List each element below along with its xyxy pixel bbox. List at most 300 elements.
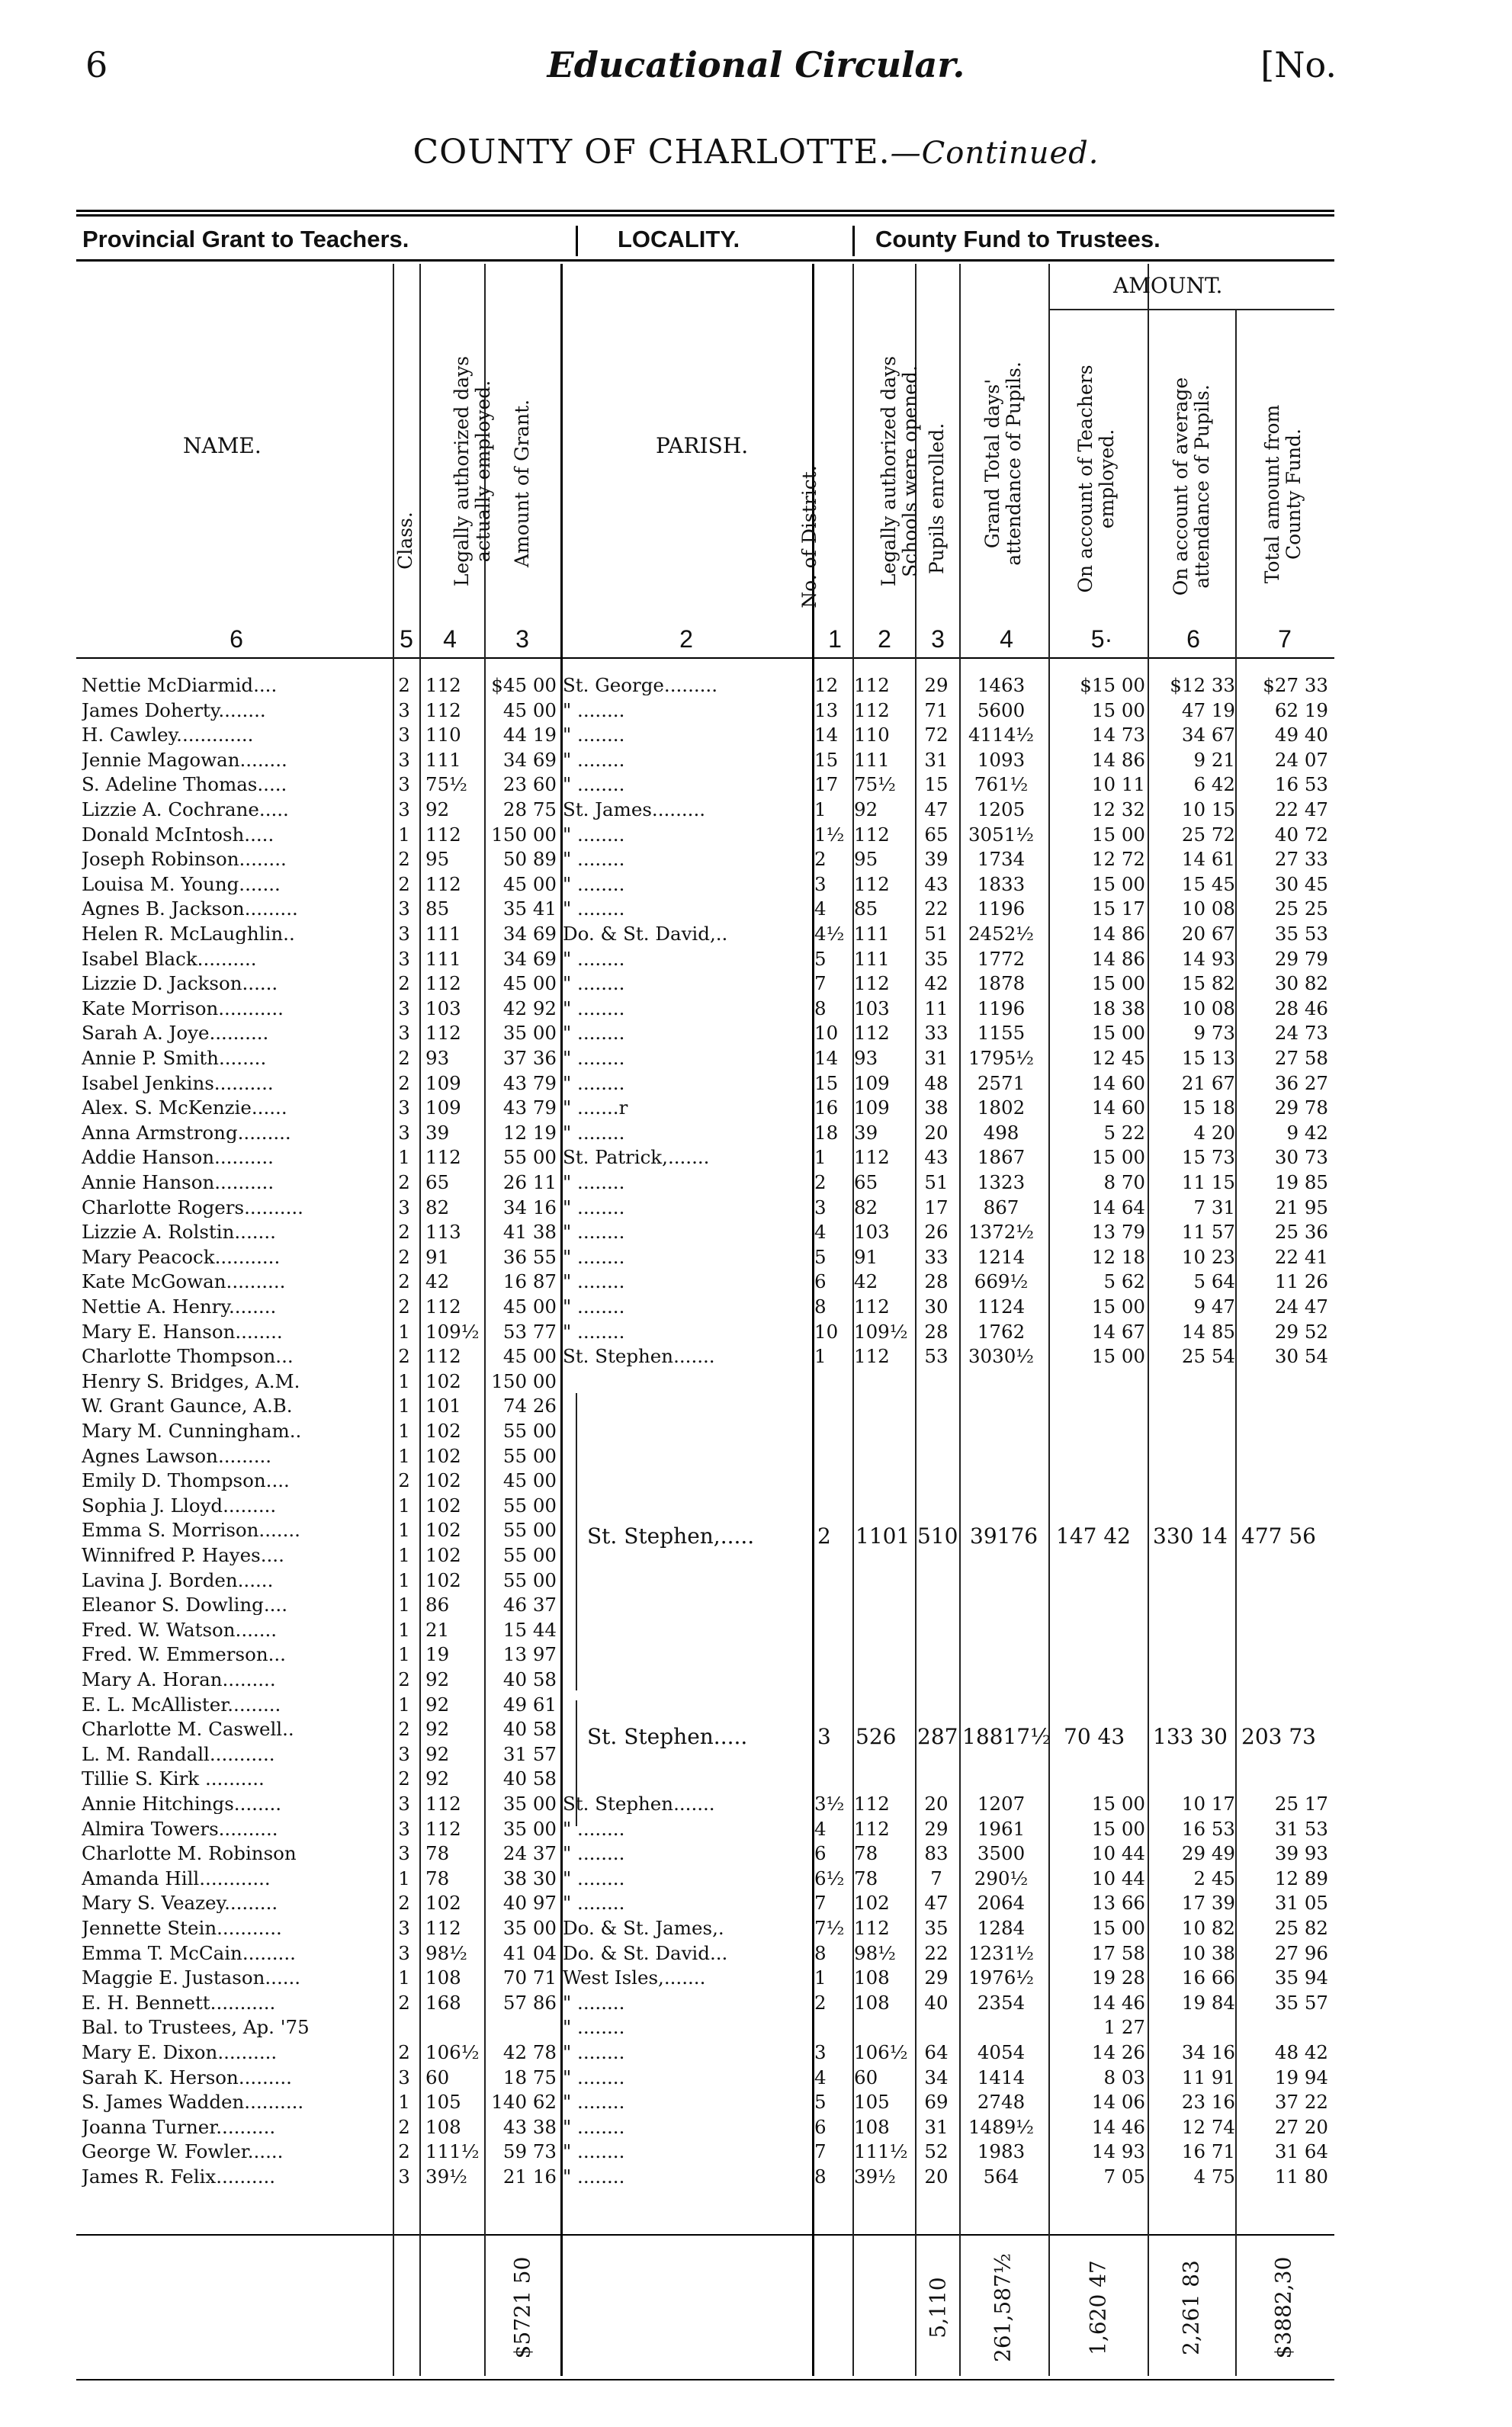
grand-total-attendance: 1414 [977,2066,1026,2088]
county-fund-total: 29 78 [1274,1096,1328,1119]
table-row [0,1967,1512,1988]
teacher-name: Charlotte Thompson... [82,1346,294,1367]
school-days: 85 [854,897,878,920]
grand-total-attendance: 1867 [977,1146,1026,1169]
teachers-amount: 14 06 [1091,2091,1145,2114]
days-employed: 105 [425,2091,461,2114]
days-employed: 39½ [425,2165,467,2188]
class: 1 [398,1369,410,1392]
teachers-amount: 14 86 [1091,923,1145,945]
pupils-enrolled: 51 [924,923,949,945]
teacher-name: Joseph Robinson........ [82,849,287,870]
district-header: No. of District. [798,465,820,608]
county-fund-total: 25 17 [1274,1793,1328,1815]
county-fund-total: 11 80 [1274,2165,1328,2188]
parish: Do. & St. David... [563,1942,728,1963]
grant-amount: 43 79 [502,1096,557,1119]
grant-amount: 35 00 [502,1817,557,1840]
grand-total-attendance: 1802 [977,1096,1026,1119]
parish: " ........ [563,1843,625,1864]
grant-amount: 40 58 [502,1668,557,1690]
days-employed: 102 [425,1494,461,1517]
school-days: 65 [854,1171,878,1193]
group-parish: St. Stephen..... [587,1724,748,1749]
days-employed: 75½ [425,773,467,796]
pupils-enrolled: 7 [930,1867,942,1889]
grand-total-attendance: 1489½ [968,2115,1035,2138]
average-attendance-amount: 17 39 [1181,1892,1235,1915]
district-number: 4 [814,897,827,920]
table-row [0,1421,1512,1441]
grant-amount: 26 11 [502,1171,557,1193]
school-days: 108 [854,1991,890,2014]
school-days: 112 [854,823,890,846]
grant-amount: 45 00 [502,1469,557,1492]
grant-amount: 35 00 [502,1917,557,1939]
class: 1 [398,1146,410,1169]
class: 3 [398,1793,410,1815]
grant-amount: 28 75 [502,798,557,820]
class: 2 [398,2140,410,2163]
days-employed: 102 [425,1444,461,1467]
parish: " ........ [563,2116,625,2137]
teachers-amount: 10 44 [1091,1867,1145,1889]
total-grand: 261,587½ [990,2253,1016,2362]
table-row [0,973,1512,994]
parish: " ........ [563,1818,625,1839]
days-employed: 112 [425,872,461,895]
parish: " ........ [563,1992,625,2013]
teacher-name: Isabel Jenkins.......... [82,1072,274,1093]
pupils-enrolled: 30 [924,1295,949,1318]
school-days: 95 [854,848,878,871]
class: 2 [398,1469,410,1492]
days-employed: 91 [425,1245,450,1268]
district-number: 18 [814,1121,839,1144]
pupils-enrolled: 53 [924,1345,949,1368]
pupils-enrolled: 38 [924,1096,949,1119]
district-number: 6 [814,2115,827,2138]
grant-amount: 38 30 [502,1867,557,1889]
teachers-amount: 12 45 [1091,1047,1145,1069]
class: 3 [398,1196,410,1218]
parish: " ........ [563,1122,625,1143]
class: 2 [398,1991,410,2014]
teacher-name: Helen R. McLaughlin.. [82,923,295,944]
grand-total-attendance: 1772 [977,947,1026,970]
teacher-name: Annie Hitchings........ [82,1793,282,1814]
days-employed: 92 [425,1767,450,1790]
teacher-name: Jennette Stein........... [82,1918,282,1938]
parish: Do. & St. David,.. [563,923,728,944]
parish: " ........ [563,2042,625,2063]
school-days: 105 [854,2091,890,2114]
teacher-name: Fred. W. Watson....... [82,1619,278,1640]
grant-amount: 55 00 [502,1494,557,1517]
days-employed: 65 [425,1171,450,1193]
average-attendance-amount: 15 82 [1181,972,1235,995]
teachers-amount: 13 66 [1091,1892,1145,1915]
teacher-name: Sophia J. Lloyd......... [82,1494,277,1516]
teacher-name: Mary S. Veazey......... [82,1892,278,1914]
table-row [0,724,1512,745]
teacher-name: Sarah K. Herson......... [82,2066,292,2088]
grand-total-attendance: 290½ [974,1867,1029,1889]
class: 3 [398,1817,410,1840]
teacher-name: Bal. to Trustees, Ap. '75 [82,2017,310,2038]
grant-amount: 43 79 [502,1071,557,1094]
page-number: 6 [85,44,108,85]
teacher-name: Addie Hanson.......... [82,1147,274,1168]
table-row [0,1819,1512,1839]
class: 2 [398,1047,410,1069]
teacher-name: Annie P. Smith........ [82,1048,267,1068]
parish: " ........ [563,1048,625,1068]
class: 3 [398,997,410,1019]
teacher-name: Eleanor S. Dowling.... [82,1594,287,1616]
average-attendance-amount: 20 67 [1181,923,1235,945]
class: 1 [398,1320,410,1343]
average-attendance-amount: 25 72 [1181,823,1235,846]
parish: " ........ [563,997,625,1019]
page-title: Educational Circular. [547,44,965,85]
days-employed: 103 [425,997,461,1019]
table-row [0,2067,1512,2088]
class: 1 [398,1420,410,1442]
county-fund-total: 12 89 [1274,1867,1328,1889]
parish: " ........ [563,1271,625,1292]
district-number: 4½ [814,923,845,945]
grant-amount: 40 58 [502,1718,557,1741]
teacher-name: Lizzie D. Jackson...... [82,973,278,994]
total-fund-header: Total amount from County Fund. [1261,404,1305,584]
days-employed: 39 [425,1121,450,1144]
days-employed: 111 [425,748,461,771]
school-days-header: Legally authorized days Schools were opened. [878,355,921,587]
school-days: 109 [854,1071,890,1094]
parish: St. Stephen....... [563,1793,715,1814]
pupils-enrolled: 29 [924,674,949,696]
days-employed: 112 [425,1917,461,1939]
teachers-amount: 14 86 [1091,748,1145,771]
district-number: 15 [814,1071,839,1094]
teacher-name: Mary E. Hanson........ [82,1321,283,1342]
teacher-name: Kate Morrison........... [82,997,284,1019]
grant-amount: 46 37 [502,1594,557,1616]
bottom-rule [76,2379,1334,2380]
pupils-enrolled: 20 [924,2165,949,2188]
grant-amount: 45 00 [502,1345,557,1368]
pupils-enrolled: 22 [924,1941,949,1964]
district-number: 2 [814,1171,827,1193]
class: 2 [398,848,410,871]
grand-total-header: Grand Total days' attendance of Pupils. [981,361,1025,566]
average-attendance-amount: 10 38 [1181,1941,1235,1964]
grand-total-attendance: 1196 [977,997,1026,1019]
teacher-name: Emily D. Thompson.... [82,1470,290,1491]
pupils-enrolled: 40 [924,1991,949,2014]
column-number: 5· [1090,625,1113,653]
class: 1 [398,823,410,846]
county-fund-total: 35 57 [1274,1991,1328,2014]
district-number: 1 [814,1345,827,1368]
grand-total-attendance: 1205 [977,798,1026,820]
teacher-name: Agnes B. Jackson......... [82,898,298,920]
teachers-amount: 15 00 [1091,1022,1145,1045]
grant-amount: 45 00 [502,872,557,895]
parish: " ........ [563,1072,625,1093]
days-employed: 92 [425,798,450,820]
column-number: 4 [1000,625,1013,653]
class: 1 [398,1568,410,1591]
group-school-days: 1101 [856,1523,910,1549]
days-employed: 78 [425,1867,450,1889]
teachers-amount: 15 00 [1091,1146,1145,1169]
amount-header: AMOUNT. [1113,273,1223,298]
district-number: 16 [814,1096,839,1119]
days-employed: 102 [425,1519,461,1542]
group-parish: St. Stephen,..... [587,1523,755,1549]
district-number: 1 [814,1966,827,1989]
average-attendance-amount: 10 82 [1181,1917,1235,1939]
class: 3 [398,1022,410,1045]
class: 2 [398,2041,410,2063]
class: 2 [398,1668,410,1690]
teacher-name: S. Adeline Thomas..... [82,774,287,795]
grand-total-attendance: 1093 [977,748,1026,771]
school-days: 109½ [854,1320,908,1343]
average-attendance-amount: 6 42 [1193,773,1235,796]
grant-amount: 24 37 [502,1842,557,1865]
class: 1 [398,1966,410,1989]
average-attendance-amount: 15 13 [1181,1047,1235,1069]
class: 3 [398,1742,410,1765]
section-title-suffix: —Continued. [890,136,1099,171]
table-row [0,1892,1512,1913]
table-row [0,675,1512,695]
teacher-name: Alex. S. McKenzie...... [82,1097,287,1119]
days-employed: 21 [425,1618,450,1641]
county-fund-total: 30 82 [1274,972,1328,995]
pupils-enrolled: 39 [924,848,949,871]
teacher-name: Mary E. Dixon.......... [82,2042,278,2063]
school-days: 112 [854,1295,890,1318]
parish: " ........ [563,973,625,994]
class: 2 [398,1270,410,1293]
table-row [0,949,1512,969]
average-attendance-amount: 16 66 [1181,1966,1235,1989]
days-employed: 42 [425,1270,450,1293]
group-grand-total: 18817½ [962,1724,1051,1749]
parish: " ........ [563,724,625,746]
district-number: 6 [814,1842,827,1865]
parish: West Isles,....... [563,1967,706,1989]
school-days: 112 [854,1146,890,1169]
district-number: 3 [814,872,827,895]
teacher-name: Joanna Turner.......... [82,2116,276,2137]
table-row [0,1495,1512,1516]
group-grand-total: 39176 [970,1523,1038,1549]
table-row [0,1793,1512,1814]
county-fund-total: 31 64 [1274,2140,1328,2163]
parish: " ........ [563,1222,625,1243]
class: 2 [398,1245,410,1268]
column-number: 3 [515,625,529,653]
group-district: 2 [817,1523,831,1549]
district-number: 7 [814,972,827,995]
district-number: 12 [814,674,839,696]
teacher-name: H. Cawley............. [82,724,254,746]
grand-total-attendance: 5600 [977,698,1026,721]
grant-amount: 34 69 [502,748,557,771]
county-fund-total: 31 05 [1274,1892,1328,1915]
column-number: 1 [828,625,842,653]
teachers-amount: 18 38 [1091,997,1145,1019]
county-fund-total: 25 82 [1274,1917,1328,1939]
grand-total-attendance: 1976½ [968,1966,1035,1989]
days-employed: 102 [425,1369,461,1392]
grant-amount: 16 87 [502,1270,557,1293]
days-employed: 109½ [425,1320,480,1343]
page-number-mark: [No. [1260,44,1337,85]
table-row [0,1594,1512,1615]
county-fund-total: 24 47 [1274,1295,1328,1318]
grant-amount: 21 16 [502,2165,557,2188]
teacher-name: James R. Felix.......... [82,2166,276,2187]
parish: " .......r [563,1097,628,1119]
grand-total-attendance: 4114½ [968,724,1035,746]
group-brace [576,1700,577,1826]
pupils-enrolled: 43 [924,872,949,895]
teacher-name: George W. Fowler...... [82,2141,284,2162]
class: 1 [398,2091,410,2114]
district-number: 3 [814,1196,827,1218]
teacher-name: Nettie A. Henry........ [82,1296,277,1317]
days-employed: 111½ [425,2140,480,2163]
county-fund-total: 36 27 [1274,1071,1328,1094]
table-row [0,1395,1512,1416]
class: 1 [398,1867,410,1889]
table-row [0,1446,1512,1466]
district-number: 7 [814,1892,827,1915]
grant-amount: 57 86 [502,1991,557,2014]
table-row [0,2117,1512,2137]
grant-amount: 34 69 [502,923,557,945]
school-days: 60 [854,2066,878,2088]
grand-total-attendance: 498 [983,1121,1019,1144]
total-pupils: 5,110 [925,2277,951,2339]
teachers-amount: 5 22 [1103,1121,1145,1144]
table-row [0,824,1512,845]
teacher-name: Nettie McDiarmid.... [82,675,278,695]
parish-header: PARISH. [656,433,749,458]
school-days: 98½ [854,1941,896,1964]
class: 2 [398,2115,410,2138]
pupils-enrolled: 20 [924,1121,949,1144]
days-employed: 92 [425,1668,450,1690]
grant-amount: 34 16 [502,1196,557,1218]
teachers-amount: 15 00 [1091,823,1145,846]
average-attendance-amount: 9 47 [1193,1295,1235,1318]
grand-total-attendance: 761½ [974,773,1029,796]
total-teachers: 1,620 47 [1085,2260,1111,2355]
average-attendance-amount: 11 57 [1181,1221,1235,1244]
days-employed: 112 [425,698,461,721]
column-number: 4 [443,625,457,653]
grand-total-attendance: 1734 [977,848,1026,871]
teacher-name: Almira Towers.......... [82,1818,278,1839]
average-attendance-amount: 16 71 [1181,2140,1235,2163]
county-fund-total: 37 22 [1274,2091,1328,2114]
class: 1 [398,1395,410,1417]
school-days: 112 [854,1345,890,1368]
grant-amount: 45 00 [502,972,557,995]
teachers-amount: 13 79 [1091,1221,1145,1244]
table-row [0,1669,1512,1690]
county-fund-total: 27 20 [1274,2115,1328,2138]
teacher-name: Kate McGowan.......... [82,1271,286,1292]
parish: " ........ [563,898,625,920]
days-employed: 109 [425,1071,461,1094]
teacher-name: E. L. McAllister......... [82,1693,281,1715]
teachers-amount: 14 26 [1091,2041,1145,2063]
grant-amount: 41 04 [502,1941,557,1964]
pupils-enrolled: 71 [924,698,949,721]
teachers-amount: 8 70 [1103,1171,1145,1193]
district-number: 1 [814,1146,827,1169]
school-days: 42 [854,1270,878,1293]
column-line [1235,309,1237,2376]
column-number: 7 [1278,625,1292,653]
class: 2 [398,1767,410,1790]
table-row [0,1620,1512,1640]
teacher-name: Jennie Magowan........ [82,749,287,770]
pupils-enrolled: 31 [924,748,949,771]
group-average: 330 14 [1153,1523,1228,1549]
days-employed: 112 [425,1022,461,1045]
days-employed: 102 [425,1469,461,1492]
parish: " ........ [563,1321,625,1342]
class: 3 [398,1121,410,1144]
class: 3 [398,773,410,796]
district-number: 17 [814,773,839,796]
school-days: 92 [854,798,878,820]
school-days: 112 [854,972,890,995]
days-employed: 108 [425,2115,461,2138]
class: 1 [398,1494,410,1517]
parish: " ........ [563,699,625,721]
pupils-enrolled: 47 [924,1892,949,1915]
days-employed: 112 [425,823,461,846]
table-row [0,1694,1512,1715]
grand-total-attendance: 2452½ [968,923,1035,945]
group-pupils: 510 [917,1523,958,1549]
group-teachers: 70 43 [1064,1724,1125,1749]
grant-amount: 150 00 [491,1369,557,1392]
district-number: 8 [814,997,827,1019]
grant-amount: 53 77 [502,1320,557,1343]
average-attendance-amount: 14 93 [1181,947,1235,970]
teacher-name: Isabel Black.......... [82,948,257,969]
pupils-enrolled: 35 [924,1917,949,1939]
table-row [0,1918,1512,1938]
table-row [0,1644,1512,1665]
parish: " ........ [563,2066,625,2088]
district-number: 8 [814,1941,827,1964]
table-row [0,1073,1512,1093]
average-attendance-amount: 15 45 [1181,872,1235,895]
teachers-amount: 8 03 [1103,2066,1145,2088]
